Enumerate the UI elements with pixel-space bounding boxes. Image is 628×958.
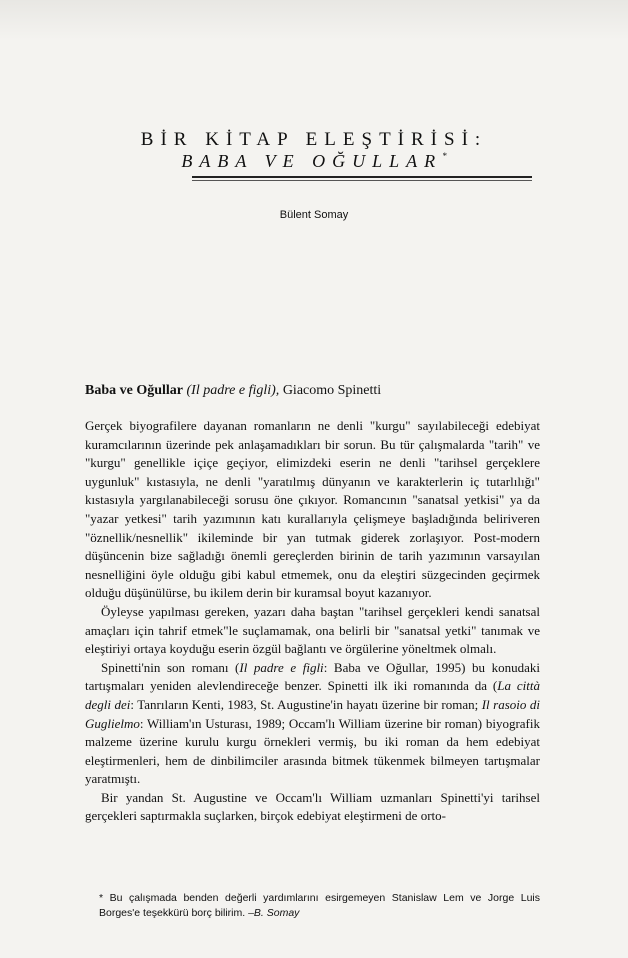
book-title: Baba ve Oğullar [85, 383, 184, 398]
paragraph-2: Öyleyse yapılması gereken, yazarı daha baştan "tarihsel gerçekleri kendi sanatsal amaçları için tahrif etmek"le suçlamamak, ona belirli bir "sanatsal yetki" tanımak ve eleştiriyi ortaya koyduğu eserin özgül bağlantı ve örgülerine yöneltmek olmalı. [85, 603, 540, 657]
book-original-title: (Il padre e figli), [186, 383, 280, 398]
book-reference [85, 383, 381, 399]
article-title-text: BABA VE OĞULLAR [181, 151, 443, 171]
footnote-signature: –B. Somay [248, 907, 300, 919]
p3-italic-title-1: Il padre e figli [239, 659, 324, 675]
footnote [85, 891, 540, 921]
p3-italic-title-2: La città degli dei [85, 678, 540, 712]
book-author: Giacomo Spinetti [282, 383, 382, 398]
article-title-line2 [0, 151, 628, 172]
author-name: Bülent Somay [279, 209, 349, 221]
footnote-text: * Bu çalışmada benden değerli yardımlarını esirgemeyen Stanislaw Lem ve Jorge Luis Borges'e teşekkürü borç bilirim. [99, 892, 540, 919]
paragraph-4: Bir yandan St. Augustine ve Occam'lı William uzmanları Spinetti'yi tarihsel gerçekleri saptırmakla suçlarken, birçok edebiyat eleştirmeni de orto- [85, 789, 540, 824]
p3-part-e: : Tanrıların Kenti, 1983, St. Augustine'in hayatı üzerine bir roman; [130, 696, 482, 712]
footnote-marker: * [442, 151, 447, 161]
p3-part-c: : Baba ve Oğullar, 1995) bu konudaki tartışmaları yeniden alevlendireceğe benzer. Spinetti ilk iki romanında da ( [85, 659, 540, 694]
p3-italic-title-3: Il rasoio di Guglielmo [85, 696, 540, 731]
article-title-line1: BİR KİTAP ELEŞTİRİSİ: [140, 129, 488, 150]
title-rule-thin [192, 180, 532, 181]
bleed-through-text [500, 58, 620, 74]
paragraph-1: Gerçek biyografilere dayanan romanların ne denli "kurgu" sayılabileceği edebiyat kuramcılarının üzerinde pek anlaşamadıkları bir sorun. Bu tür çalışmalarda "tarih" ve "kurgu" genellikle içiçe geçiyor, elimizdeki eserin ne denli "tarihsel gerçeklere uygunluk" kıstasıyla, ne denli "yaratılmış dünyanın ve karakterlerin iç tutarlılığı" kıstasıyla yargılanabileceği sorusu öne çıkıyor. Romancının "sanatsal yetkisi" ya da "yazar yetkesi" tarih yazımının katı kurallarıyla çelişmeye başladığında beliriveren "öznellik/nesnellik" ikileminde bir yan tutmak giderek zorlaşıyor. Post-modern düşüncenin bize sağladığı önemli gereçlerden birinin de tarih yazımının varsayılan nesnelliğini öyle olduğu gibi kabul etmemek, onu da eleştiri süzgecinden geçirmek olduğu düşünülürse, bu ikilem derin bir kuramsal boyut kazanıyor. [85, 418, 540, 601]
p3-part-g: : William'ın Usturası, 1989; Occam'lı William üzerine bir roman) biyografik malzeme üzerine kurulu kurgu örnekleri vermiş, bu iki roman da hem edebiyat eleştirmenleri, hem de dinbilimciler arasında bitmek tükenmek bilmeyen tartışmalar yaratmıştı. [85, 715, 540, 787]
title-rule-thick [192, 176, 532, 178]
paragraph-3 [85, 659, 540, 789]
p3-part-a: Spinetti'nin son romanı ( [101, 659, 240, 675]
article-body [85, 417, 540, 826]
